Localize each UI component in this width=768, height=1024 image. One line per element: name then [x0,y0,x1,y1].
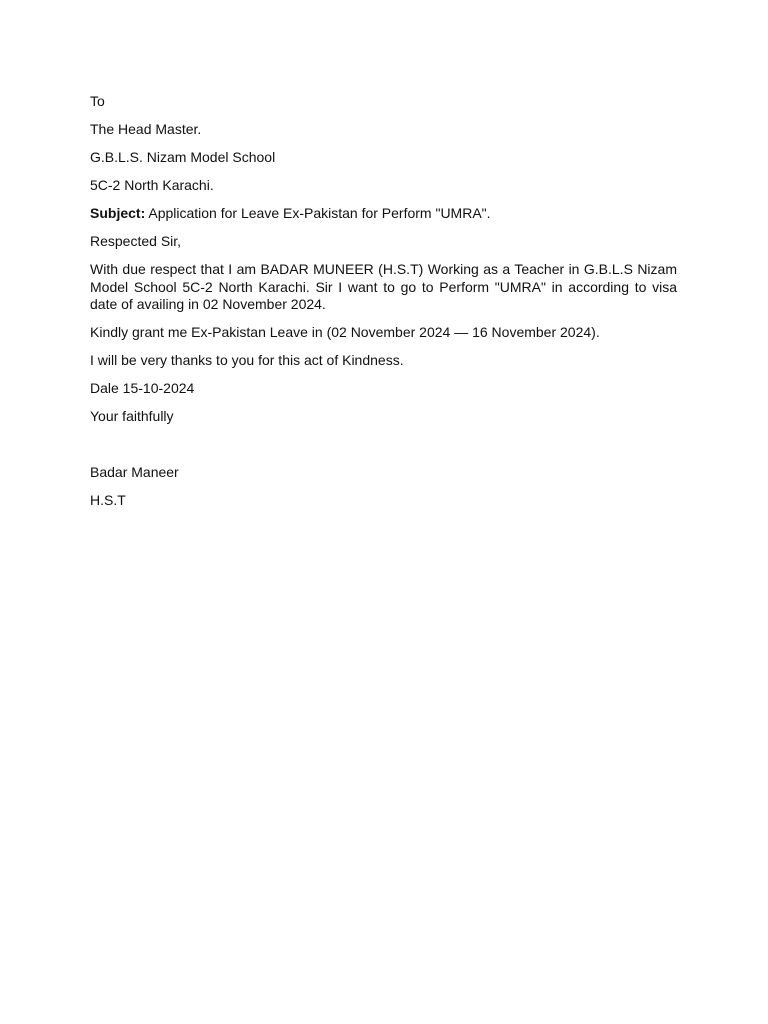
signatory-designation: H.S.T [90,492,126,508]
school-name: G.B.L.S. Nizam Model School [90,149,276,165]
signature-gap [90,436,677,464]
date-line: Dale 15-10-2024 [90,380,195,396]
recipient-title: The Head Master. [90,121,202,137]
subject-text: Application for Leave Ex-Pakistan for Perform "UMRA". [145,205,491,221]
school-address: 5C-2 North Karachi. [90,177,214,193]
letter-to: To [90,93,105,109]
subject-label: Subject: [90,205,146,221]
leave-application-letter [90,93,677,520]
body-paragraph: With due respect that I am BADAR MUNEER (H.S.T) Working as a Teacher in G.B.L.S Nizam Model School 5C-2 North Karachi. Sir I want to go to Perform "UMRA" in according to visa date of availing in 02 November 2024. [90,261,677,312]
subject-line [90,205,677,223]
leave-request: Kindly grant me Ex-Pakistan Leave in (02 November 2024 — 16 November 2024). [90,324,600,340]
salutation: Respected Sir, [90,233,182,249]
closing-line: Your faithfully [90,408,174,424]
signatory-name: Badar Maneer [90,464,179,480]
thanks-line: I will be very thanks to you for this act of Kindness. [90,352,404,368]
